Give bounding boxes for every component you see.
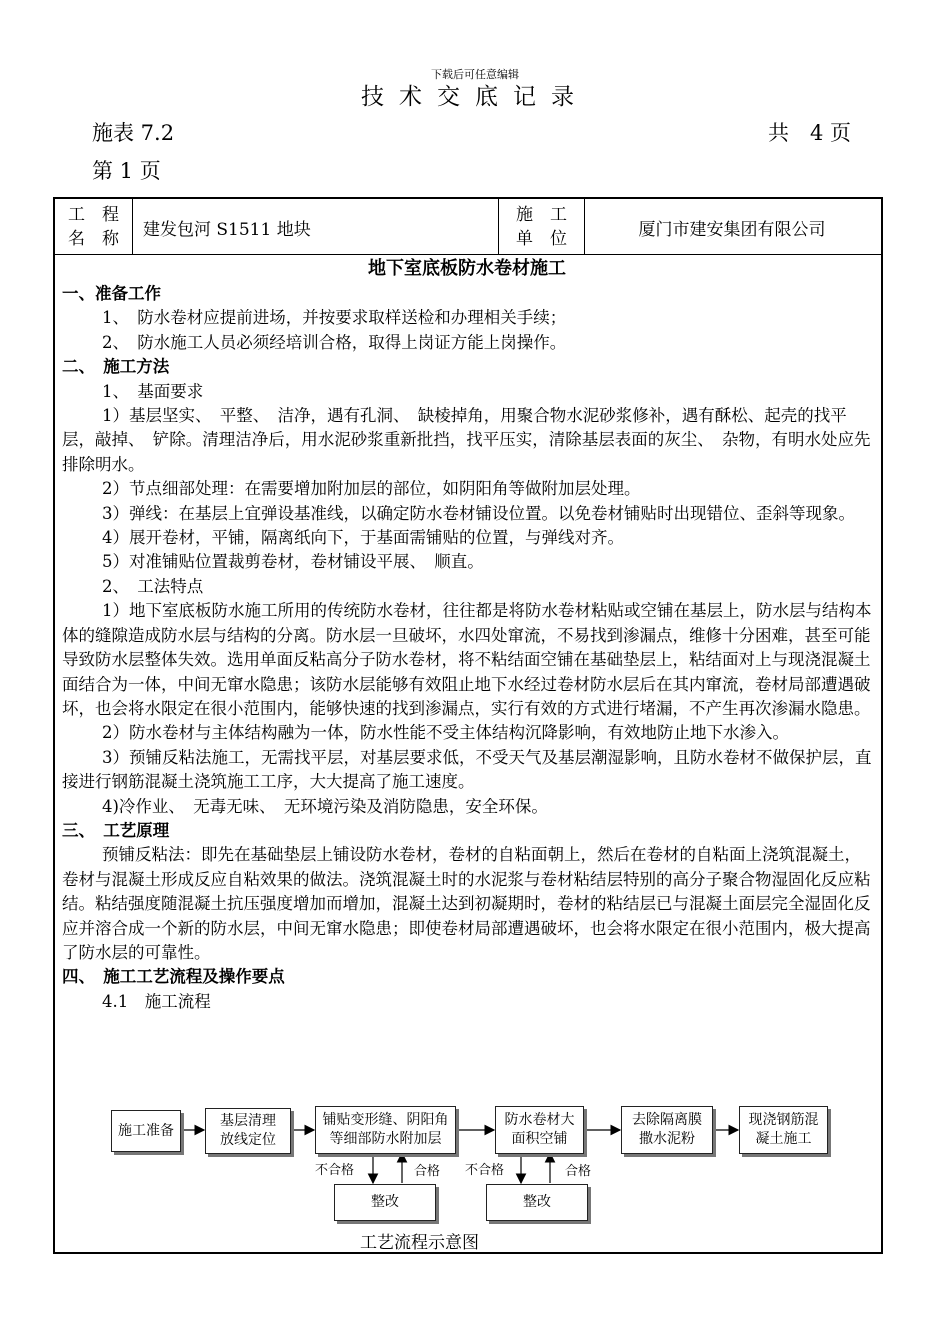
flow-step-label xyxy=(749,1111,819,1149)
flow-step-label xyxy=(220,1112,276,1150)
flow-step-label: 整改 xyxy=(371,1194,399,1210)
total-pages: 共 4 页 xyxy=(768,121,852,145)
flow-step-label: 施工准备 xyxy=(118,1122,174,1139)
label-line: 撒水泥粉 xyxy=(639,1131,695,1147)
paragraph: 3）弹线：在基层上宜弹设基准线，以确定防水卷材铺设位置。以免卷材铺贴时出现错位、歪斜等现象。 xyxy=(102,503,855,523)
label-line: 防水卷材大 xyxy=(504,1112,575,1128)
construction-unit-value: 厦门市建安集团有限公司 xyxy=(638,220,826,240)
page-number: 第 1 页 xyxy=(92,159,161,183)
flow-step-clean-base xyxy=(205,1108,291,1154)
section-2-title: 二、 施工方法 xyxy=(62,357,170,377)
main-title: 地下室底板防水卷材施工 xyxy=(368,258,566,279)
section-3-title: 三、 工艺原理 xyxy=(62,820,170,840)
pass-label: 合格 xyxy=(414,1164,441,1179)
label-line: 施 工 xyxy=(516,205,567,225)
label-line: 去除隔离膜 xyxy=(632,1112,702,1128)
label-line: 基层清理 xyxy=(220,1113,276,1129)
document-title: 技术交底记录 xyxy=(361,84,589,110)
subheading: 4.1 施工流程 xyxy=(102,991,211,1011)
subheading: 1、 基面要求 xyxy=(102,381,204,401)
label-line: 现浇钢筋混 xyxy=(748,1112,819,1128)
fail-label: 不合格 xyxy=(465,1163,505,1178)
flow-step-prepare xyxy=(111,1110,181,1152)
flow-caption: 工艺流程示意图 xyxy=(360,1233,479,1253)
flow-step-label xyxy=(323,1111,449,1149)
label-line: 工 程 xyxy=(68,205,119,225)
label-line: 等细部防水附加层 xyxy=(329,1131,442,1147)
flow-step-detail-layer xyxy=(315,1106,456,1154)
section-4-title: 四、 施工工艺流程及操作要点 xyxy=(62,967,285,987)
flow-step-remove-film xyxy=(621,1106,713,1154)
paragraph: 3）预铺反粘法施工，无需找平层，对基层要求低，不受天气及基层潮湿影响，且防水卷材不做保护层，直接进行钢筋混凝土浇筑施工工序，大大提高了施工速度。 xyxy=(62,747,872,792)
label-line: 凝土施工 xyxy=(755,1131,812,1147)
flow-step-concrete xyxy=(739,1106,828,1154)
label-line: 单 位 xyxy=(516,229,567,249)
flow-step-label xyxy=(505,1111,575,1149)
label-line: 放线定位 xyxy=(220,1132,276,1148)
fail-label: 不合格 xyxy=(315,1163,355,1178)
paragraph: 4)冷作业、 无毒无味、 无环境污染及消防隐患，安全环保。 xyxy=(102,796,548,816)
label-line: 铺贴变形缝、阴阳角 xyxy=(322,1112,449,1128)
paragraph: 2、 防水施工人员必须经培训合格，取得上岗证方能上岗操作。 xyxy=(102,332,567,352)
flow-step-label: 整改 xyxy=(523,1194,551,1210)
paragraph: 1）地下室底板防水施工所用的传统防水卷材，往往都是将防水卷材粘贴或空铺在基层上，防水层与结构本体的缝隙造成防水层与结构的分离。防水层一旦破坏，水四处窜流，不易找到渗漏点，维修十分困难，甚至可能导致防水层整体失效。选用单面反粘高分子防水卷材，将不粘结面空铺在基础垫层上，粘结面对上与现浇混凝土面结合为一体，中间无窜水隐患；该防水层能够有效阻止地下水经过卷材防水层后在其内窜流，卷材局部遭遇破坏，也会将水限定在很小范围内，能够快速的找到渗漏点，实行有效的方式进行堵漏，不产生再次渗漏水隐患。 xyxy=(62,601,872,718)
project-name-value: 建发包河 S1511 地块 xyxy=(143,220,311,240)
top-note: 下载后可任意编辑 xyxy=(431,68,519,81)
paragraph: 预铺反粘法：即先在基础垫层上铺设防水卷材，卷材的自粘面朝上，然后在卷材的自粘面上浇筑混凝土，卷材与混凝土形成反应自粘效果的做法。浇筑混凝土时的水泥浆与卷材粘结层特别的高分子聚合物湿固化反应粘结。粘结强度随混凝土抗压强度增加而增加，混凝土达到初凝期时，卷材的粘结层已与混凝土面层完全湿固化反应并溶合成一个新的防水层，中间无窜水隐患；即使卷材局部遭遇破坏，也会将水限定在很小范围内，极大提高了防水层的可靠性。 xyxy=(62,845,871,962)
flow-rectify-2 xyxy=(486,1184,588,1221)
subheading: 2、 工法特点 xyxy=(102,576,204,596)
flow-step-membrane-laying xyxy=(495,1106,584,1154)
paragraph: 2）节点细部处理：在需要增加附加层的部位，如阴阳角等做附加层处理。 xyxy=(102,479,641,499)
paragraph: 1、 防水卷材应提前进场，并按要求取样送检和办理相关手续； xyxy=(102,308,567,328)
flow-step-label xyxy=(632,1111,702,1149)
paragraph: 4）展开卷材，平铺，隔离纸向下，于基面需铺贴的位置，与弹线对齐。 xyxy=(102,528,624,548)
paragraph: 5）对准铺贴位置裁剪卷材，卷材铺设平展、 顺直。 xyxy=(102,552,484,572)
section-1-title: 一、准备工作 xyxy=(62,284,161,303)
paragraph: 1）基层坚实、 平整、 洁净，遇有孔洞、 缺棱掉角，用聚合物水泥砂浆修补，遇有酥松、起壳的找平层，敲掉、 铲除。清理洁净后，用水泥砂浆重新批挡，找平压实，清除基层表面的灰尘、 杂物，有明水处应先排除明水。 xyxy=(62,406,871,474)
pass-label: 合格 xyxy=(565,1164,592,1179)
label-line: 名 称 xyxy=(68,229,119,249)
label-line: 面积空铺 xyxy=(511,1131,568,1147)
flow-rectify-1 xyxy=(334,1184,436,1221)
paragraph: 2）防水卷材与主体结构融为一体，防水性能不受主体结构沉降影响，有效地防止地下水渗入。 xyxy=(102,723,789,743)
form-number: 施表 7.2 xyxy=(92,121,175,145)
